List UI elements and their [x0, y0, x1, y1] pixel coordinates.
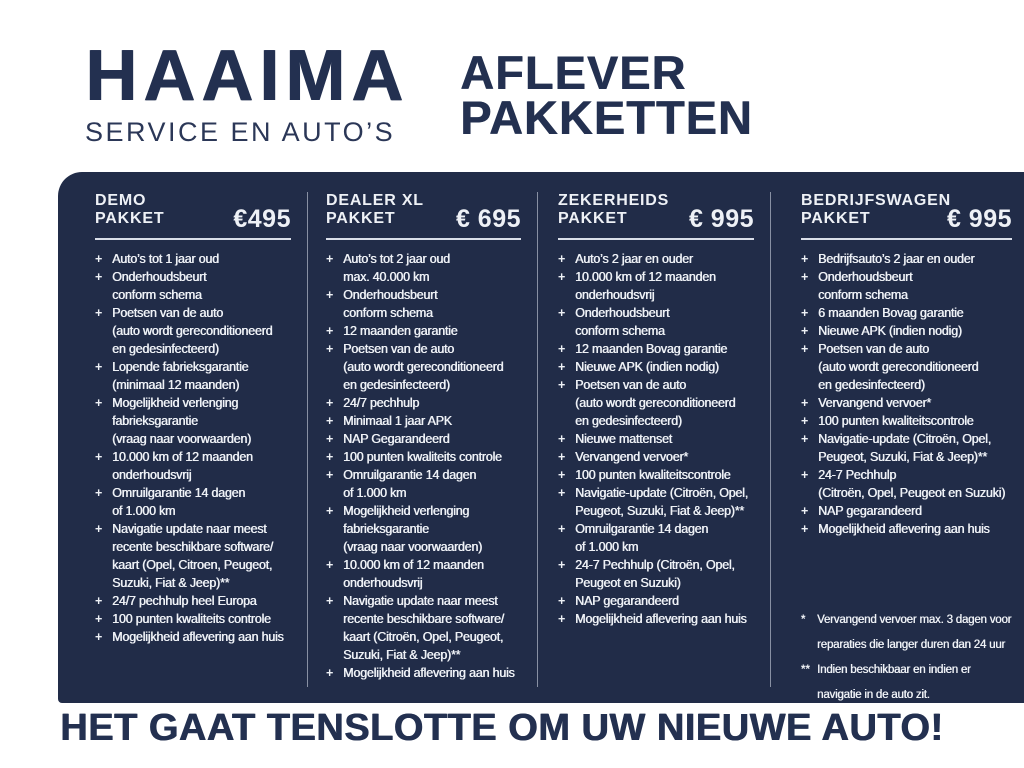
package-price: €495	[233, 205, 291, 233]
plus-icon: +	[326, 252, 334, 266]
item-line: 24-7 Pechhulp	[818, 468, 897, 482]
package-price: € 995	[946, 205, 1012, 233]
item-line: 12 maanden Bovag garantie	[575, 342, 728, 356]
item-text	[112, 610, 291, 628]
page-title-line-1: AFLEVER	[460, 46, 687, 99]
item-line: Peugeot, Suzuki, Fiat & Jeep)**	[575, 504, 744, 518]
item-text	[343, 592, 521, 664]
package-items	[558, 250, 754, 628]
item-line: kaart (Opel, Citroen, Peugeot,	[112, 558, 273, 572]
item-text	[818, 466, 1012, 502]
item-text	[818, 502, 1012, 520]
plus-icon: +	[558, 378, 566, 392]
item-text	[343, 394, 521, 412]
item-text	[112, 304, 291, 358]
plus-icon: +	[801, 468, 809, 482]
package-item	[801, 340, 1012, 394]
package-name-line-1: ZEKERHEIDS	[558, 192, 670, 209]
package-item	[326, 592, 521, 664]
item-text	[818, 304, 1012, 322]
plus-icon: +	[95, 360, 103, 374]
item-text	[343, 556, 521, 592]
brand-tagline: SERVICE EN AUTO’S	[85, 117, 396, 147]
package-items	[326, 250, 521, 682]
item-text	[575, 376, 754, 430]
package-name-line-2: PAKKET	[326, 210, 396, 227]
package-items	[801, 250, 1012, 538]
item-text	[575, 520, 754, 556]
plus-icon: +	[95, 252, 103, 266]
plus-icon: +	[326, 504, 334, 518]
package-item	[558, 466, 754, 484]
item-line: max. 40.000 km	[343, 270, 430, 284]
plus-icon: +	[95, 306, 103, 320]
package-header	[95, 192, 291, 240]
item-line: conform schema	[818, 288, 908, 302]
item-line: 100 punten kwaliteits controle	[112, 612, 271, 626]
item-text	[112, 448, 291, 484]
item-line: Onderhoudsbeurt	[343, 288, 438, 302]
item-text	[343, 412, 521, 430]
item-line: Auto’s tot 2 jaar oud	[343, 252, 450, 266]
item-line: Suzuki, Fiat & Jeep)**	[343, 648, 461, 662]
package-item	[95, 484, 291, 520]
item-line: Peugeot, Suzuki, Fiat & Jeep)**	[818, 450, 987, 464]
plus-icon: +	[558, 450, 566, 464]
item-text	[112, 250, 291, 268]
item-line: Auto’s 2 jaar en ouder	[575, 252, 693, 266]
item-line: 12 maanden garantie	[343, 324, 458, 338]
item-line: Onderhoudsbeurt	[575, 306, 670, 320]
item-line: of 1.000 km	[575, 540, 639, 554]
plus-icon: +	[558, 252, 566, 266]
plus-icon: +	[326, 414, 334, 428]
packages-columns	[58, 172, 1024, 703]
item-line: 100 punten kwaliteits controle	[343, 450, 502, 464]
item-line: 24/7 pechhulp heel Europa	[112, 594, 257, 608]
item-line: Poetsen van de auto	[575, 378, 686, 392]
footer-slogan: HET GAAT TENSLOTTE OM UW NIEUWE AUTO!	[60, 707, 944, 749]
item-line: en gedesinfecteerd)	[575, 414, 682, 428]
package-header	[326, 192, 521, 240]
package-name-line-2: PAKKET	[558, 210, 628, 227]
item-line: NAP gegarandeerd	[575, 594, 679, 608]
package-name-line-1: DEMO	[95, 192, 147, 209]
item-line: 24/7 pechhulp	[343, 396, 419, 410]
item-text	[575, 592, 754, 610]
plus-icon: +	[326, 666, 334, 680]
plus-icon: +	[801, 504, 809, 518]
item-line: en gedesinfecteerd)	[112, 342, 219, 356]
page-title	[460, 46, 753, 144]
plus-icon: +	[326, 396, 334, 410]
plus-icon: +	[326, 468, 334, 482]
package-item	[326, 664, 521, 682]
plus-icon: +	[95, 396, 103, 410]
plus-icon: +	[95, 270, 103, 284]
item-line: Onderhoudsbeurt	[818, 270, 913, 284]
package-header	[801, 192, 1012, 240]
item-line: (Citroën, Opel, Peugeot en Suzuki)	[818, 486, 1006, 500]
item-line: Auto’s tot 1 jaar oud	[112, 252, 219, 266]
plus-icon: +	[326, 342, 334, 356]
package-item	[801, 430, 1012, 466]
item-text	[818, 268, 1012, 304]
item-line: NAP Gegarandeerd	[343, 432, 450, 446]
item-line: Nieuwe APK (indien nodig)	[818, 324, 962, 338]
item-line: Onderhoudsbeurt	[112, 270, 207, 284]
plus-icon: +	[801, 522, 809, 536]
plus-icon: +	[558, 342, 566, 356]
item-line: (minimaal 12 maanden)	[112, 378, 240, 392]
plus-icon: +	[95, 594, 103, 608]
plus-icon: +	[326, 450, 334, 464]
package-item	[95, 448, 291, 484]
item-text	[343, 430, 521, 448]
plus-icon: +	[326, 558, 334, 572]
package-name-line-2: PAKKET	[95, 210, 165, 227]
package-item	[326, 430, 521, 448]
item-line: (auto wordt gereconditioneerd	[343, 360, 504, 374]
plus-icon: +	[558, 558, 566, 572]
plus-icon: +	[801, 252, 809, 266]
package-item	[558, 268, 754, 304]
plus-icon: +	[558, 612, 566, 626]
brand-logo	[85, 36, 409, 148]
package-header	[558, 192, 754, 240]
item-line: Mogelijkheid aflevering aan huis	[575, 612, 747, 626]
item-line: 6 maanden Bovag garantie	[818, 306, 964, 320]
plus-icon: +	[95, 450, 103, 464]
item-line: 10.000 km of 12 maanden	[112, 450, 253, 464]
plus-icon: +	[95, 612, 103, 626]
item-text	[818, 412, 1012, 430]
item-line: 100 punten kwaliteitscontrole	[575, 468, 731, 482]
footnote-line: reparaties die langer duren dan 24 uur	[817, 639, 1006, 651]
item-text	[343, 664, 521, 682]
package-item	[558, 448, 754, 466]
package-item	[801, 466, 1012, 502]
item-line: of 1.000 km	[343, 486, 407, 500]
item-text	[575, 250, 754, 268]
item-text	[575, 358, 754, 376]
item-line: Mogelijkheid verlenging	[343, 504, 470, 518]
package-item	[95, 520, 291, 592]
package-name-line-1: BEDRIJFSWAGEN	[801, 192, 951, 209]
package-items	[95, 250, 291, 646]
item-text	[818, 430, 1012, 466]
item-line: conform schema	[343, 306, 433, 320]
item-text	[343, 250, 521, 286]
package-item	[95, 592, 291, 610]
package-item	[95, 628, 291, 646]
item-text	[575, 448, 754, 466]
package-item	[326, 394, 521, 412]
item-line: Mogelijkheid aflevering aan huis	[112, 630, 284, 644]
package-item	[558, 376, 754, 430]
item-text	[343, 340, 521, 394]
package-item	[801, 394, 1012, 412]
footnote-line: navigatie in de auto zit.	[817, 689, 930, 701]
plus-icon: +	[801, 324, 809, 338]
item-line: conform schema	[112, 288, 202, 302]
package-item	[95, 304, 291, 358]
item-text	[575, 484, 754, 520]
item-line: Mogelijkheid aflevering aan huis	[343, 666, 515, 680]
package-item	[558, 358, 754, 376]
plus-icon: +	[558, 522, 566, 536]
item-text	[575, 556, 754, 592]
item-line: 24-7 Pechhulp (Citroën, Opel,	[575, 558, 735, 572]
item-text	[818, 520, 1012, 538]
package-item	[558, 610, 754, 628]
package-item	[558, 484, 754, 520]
package-item	[558, 304, 754, 340]
footnote	[801, 658, 1012, 708]
item-line: Navigatie update naar meest	[112, 522, 267, 536]
item-line: onderhoudsvrij	[343, 576, 423, 590]
plus-icon: +	[326, 288, 334, 302]
item-text	[818, 340, 1012, 394]
item-line: recente beschikbare software/	[343, 612, 504, 626]
plus-icon: +	[558, 594, 566, 608]
footnote-text	[817, 658, 1012, 708]
plus-icon: +	[801, 432, 809, 446]
package-item	[95, 610, 291, 628]
plus-icon: +	[558, 486, 566, 500]
footnotes	[801, 608, 1012, 708]
item-line: 10.000 km of 12 maanden	[575, 270, 716, 284]
item-line: recente beschikbare software/	[112, 540, 273, 554]
package-item	[326, 466, 521, 502]
item-text	[112, 628, 291, 646]
item-line: Minimaal 1 jaar APK	[343, 414, 452, 428]
package-item	[558, 520, 754, 556]
item-text	[575, 466, 754, 484]
item-line: Poetsen van de auto	[112, 306, 223, 320]
item-text	[112, 268, 291, 304]
item-line: Mogelijkheid aflevering aan huis	[818, 522, 990, 536]
item-line: fabrieksgarantie	[343, 522, 429, 536]
item-text	[112, 484, 291, 520]
package-item	[558, 250, 754, 268]
item-text	[575, 304, 754, 340]
plus-icon: +	[801, 306, 809, 320]
footnote-marker: **	[801, 664, 810, 676]
item-text	[112, 358, 291, 394]
item-line: en gedesinfecteerd)	[343, 378, 450, 392]
plus-icon: +	[801, 342, 809, 356]
item-line: Lopende fabrieksgarantie	[112, 360, 249, 374]
package-item	[801, 412, 1012, 430]
item-line: Vervangend vervoer*	[818, 396, 931, 410]
item-line: Mogelijkheid verlenging	[112, 396, 239, 410]
footnote	[801, 608, 1012, 658]
item-text	[575, 610, 754, 628]
plus-icon: +	[558, 270, 566, 284]
item-line: 10.000 km of 12 maanden	[343, 558, 484, 572]
package-column-3	[537, 192, 770, 687]
package-item	[326, 322, 521, 340]
item-text	[575, 430, 754, 448]
item-line: Omruilgarantie 14 dagen	[112, 486, 245, 500]
item-line: fabrieksgarantie	[112, 414, 198, 428]
plus-icon: +	[326, 432, 334, 446]
package-item	[801, 250, 1012, 268]
footnote-marker: *	[801, 614, 806, 626]
item-line: Poetsen van de auto	[343, 342, 454, 356]
item-line: Suzuki, Fiat & Jeep)**	[112, 576, 230, 590]
plus-icon: +	[326, 594, 334, 608]
item-text	[575, 340, 754, 358]
item-line: NAP gegarandeerd	[818, 504, 922, 518]
item-line: Vervangend vervoer*	[575, 450, 688, 464]
plus-icon: +	[801, 270, 809, 284]
item-line: Bedrijfsauto’s 2 jaar en ouder	[818, 252, 975, 266]
item-text	[818, 250, 1012, 268]
package-price: € 995	[688, 205, 754, 233]
package-item	[326, 502, 521, 556]
plus-icon: +	[801, 414, 809, 428]
item-line: conform schema	[575, 324, 665, 338]
item-text	[112, 394, 291, 448]
item-line: (auto wordt gereconditioneerd	[575, 396, 736, 410]
item-text	[343, 502, 521, 556]
item-line: Peugeot en Suzuki)	[575, 576, 681, 590]
plus-icon: +	[801, 396, 809, 410]
package-column-1	[58, 192, 307, 687]
item-line: Omruilgarantie 14 dagen	[343, 468, 476, 482]
item-line: Navigatie-update (Citroën, Opel,	[818, 432, 991, 446]
package-name-line-1: DEALER XL	[326, 192, 424, 209]
package-column-4	[770, 192, 1024, 701]
plus-icon: +	[326, 324, 334, 338]
footnote-line: Vervangend vervoer max. 3 dagen voor	[817, 614, 1012, 626]
item-line: Nieuwe APK (indien nodig)	[575, 360, 719, 374]
item-line: (vraag naar voorwaarden)	[343, 540, 483, 554]
item-line: Omruilgarantie 14 dagen	[575, 522, 708, 536]
package-item	[95, 250, 291, 268]
plus-icon: +	[558, 468, 566, 482]
plus-icon: +	[95, 522, 103, 536]
item-text	[818, 394, 1012, 412]
package-item	[801, 322, 1012, 340]
package-item	[326, 448, 521, 466]
item-text	[112, 520, 291, 592]
package-column-2	[307, 192, 537, 687]
item-text	[575, 268, 754, 304]
item-text	[343, 286, 521, 322]
package-item	[326, 556, 521, 592]
item-line: Navigatie-update (Citroën, Opel,	[575, 486, 748, 500]
plus-icon: +	[95, 630, 103, 644]
package-name-line-2: PAKKET	[801, 210, 871, 227]
item-line: onderhoudsvrij	[575, 288, 655, 302]
package-item	[801, 502, 1012, 520]
item-text	[343, 448, 521, 466]
package-item	[801, 520, 1012, 538]
item-text	[112, 592, 291, 610]
package-item	[801, 304, 1012, 322]
package-item	[95, 268, 291, 304]
package-item	[326, 286, 521, 322]
package-item	[95, 394, 291, 448]
footnote-text	[817, 608, 1012, 658]
item-line: (vraag naar voorwaarden)	[112, 432, 252, 446]
plus-icon: +	[558, 360, 566, 374]
item-line: kaart (Citroën, Opel, Peugeot,	[343, 630, 504, 644]
footnote-line: Indien beschikbaar en indien er	[817, 664, 971, 676]
item-line: (auto wordt gereconditioneerd	[818, 360, 979, 374]
package-price: € 695	[455, 205, 521, 233]
item-line: 100 punten kwaliteitscontrole	[818, 414, 974, 428]
package-item	[558, 340, 754, 358]
package-item	[558, 556, 754, 592]
item-line: onderhoudsvrij	[112, 468, 192, 482]
page-title-line-2: PAKKETTEN	[460, 91, 753, 144]
item-text	[343, 322, 521, 340]
item-line: en gedesinfecteerd)	[818, 378, 925, 392]
item-text	[343, 466, 521, 502]
package-item	[95, 358, 291, 394]
plus-icon: +	[558, 306, 566, 320]
package-item	[558, 592, 754, 610]
item-line: of 1.000 km	[112, 504, 176, 518]
brand-name: HAAIMA	[85, 36, 409, 116]
package-item	[326, 340, 521, 394]
plus-icon: +	[558, 432, 566, 446]
package-item	[801, 268, 1012, 304]
package-item	[558, 430, 754, 448]
item-line: Poetsen van de auto	[818, 342, 929, 356]
package-item	[326, 412, 521, 430]
item-text	[818, 322, 1012, 340]
packages-panel	[58, 172, 1024, 703]
item-line: Nieuwe mattenset	[575, 432, 672, 446]
plus-icon: +	[95, 486, 103, 500]
package-item	[326, 250, 521, 286]
item-line: Navigatie update naar meest	[343, 594, 498, 608]
item-line: (auto wordt gereconditioneerd	[112, 324, 273, 338]
